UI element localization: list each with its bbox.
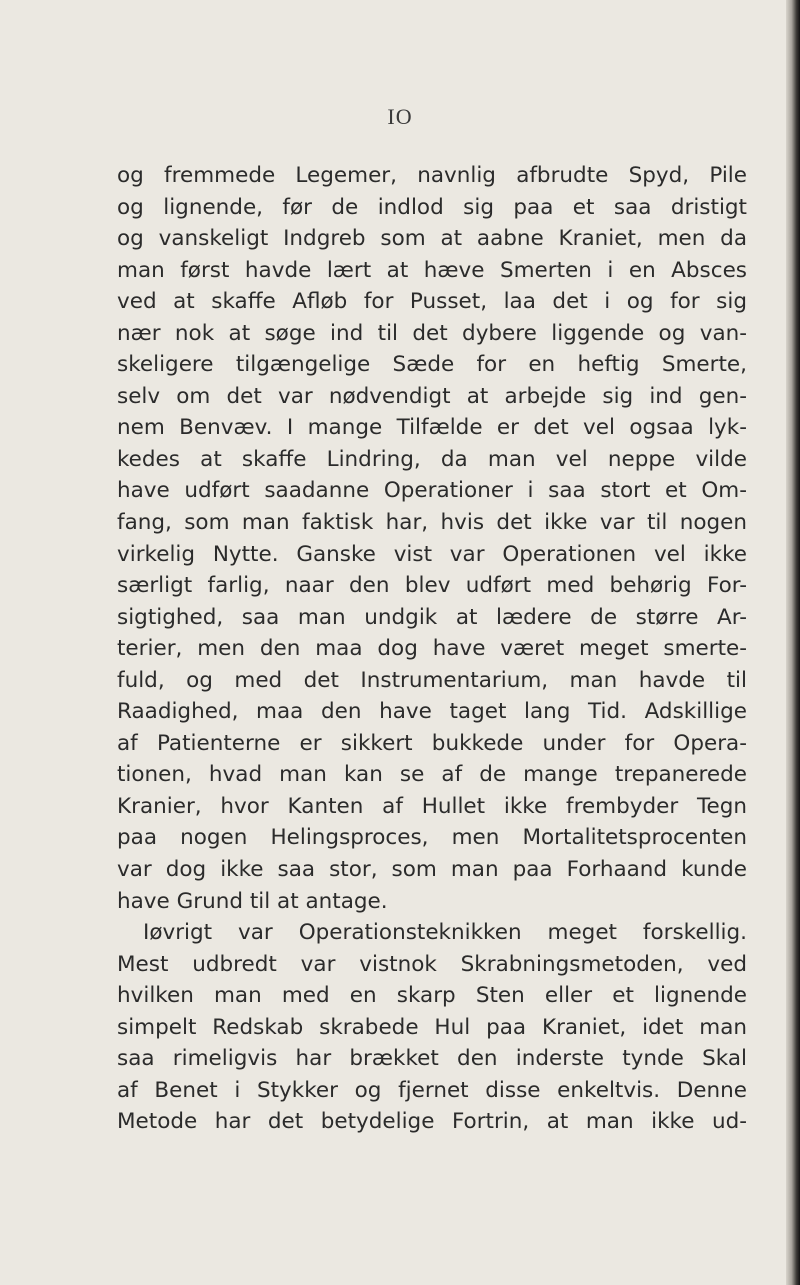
text-line: man først havde lært at hæve Smerten i en Absces	[117, 257, 747, 283]
page-number: IO	[387, 104, 413, 129]
text-line: simpelt Redskab skrabede Hul paa Kraniet, idet man	[117, 1014, 747, 1040]
text-line: af Patienterne er sikkert bukkede under for Opera-	[117, 730, 747, 756]
text-line: Mest udbredt var vistnok Skrabningsmetoden, ved	[117, 951, 747, 977]
page-edge-shadow	[786, 0, 800, 1285]
text-line: nem Benvæv. I mange Tilfælde er det vel ogsaa lyk-	[117, 415, 747, 441]
body-text	[117, 160, 747, 1138]
text-line: af Benet i Stykker og fjernet disse enkeltvis. Denne	[117, 1077, 747, 1103]
text-line: og fremmede Legemer, navnlig afbrudte Spyd, Pile	[117, 163, 747, 188]
text-line: og lignende, før de indlod sig paa et saa dristigt	[117, 194, 747, 220]
text-line: saa rimeligvis har brækket den inderste tynde Skal	[117, 1046, 747, 1072]
text-line: fuld, og med det Instrumentarium, man havde til	[117, 667, 747, 693]
text-line: nær nok at søge ind til det dybere liggende og van-	[117, 320, 747, 346]
text-line: var dog ikke saa stor, som man paa Forhaand kunde	[117, 857, 747, 883]
text-line: Metode har det betydelige Fortrin, at man ikke ud-	[117, 1109, 747, 1135]
text-line: selv om det var nødvendigt at arbejde sig ind gen-	[117, 383, 747, 409]
text-line: skeligere tilgængelige Sæde for en heftig Smerte,	[117, 352, 747, 378]
text-line: ved at skaffe Afløb for Pusset, laa det i og for sig	[117, 289, 747, 315]
paragraph-2	[117, 917, 747, 1138]
text-line: have Grund til at antage.	[117, 888, 388, 914]
text-line: virkelig Nytte. Ganske vist var Operationen vel ikke	[117, 541, 747, 567]
text-line: Kranier, hvor Kanten af Hullet ikke frembyder Tegn	[117, 793, 747, 819]
text-line: fang, som man faktisk har, hvis det ikke var til nogen	[117, 510, 747, 536]
text-line: hvilken man med en skarp Sten eller et lignende	[117, 983, 747, 1009]
text-line: kedes at skaffe Lindring, da man vel neppe vilde	[117, 446, 747, 472]
text-line: tionen, hvad man kan se af de mange trepanerede	[117, 762, 747, 788]
text-line: Raadighed, maa den have taget lang Tid. Adskillige	[117, 699, 747, 725]
text-line: sigtighed, saa man undgik at lædere de større Ar-	[117, 604, 747, 630]
text-line: paa nogen Helingsproces, men Mortalitetsprocenten	[117, 825, 747, 851]
text-line: særligt farlig, naar den blev udført med behørig For-	[117, 573, 747, 599]
text-line: Iøvrigt var Operationsteknikken meget forskellig.	[143, 920, 747, 946]
text-line: terier, men den maa dog have været meget smerte-	[117, 636, 747, 662]
text-line: og vanskeligt Indgreb som at aabne Kraniet, men da	[117, 226, 747, 252]
text-line: have udført saadanne Operationer i saa stort et Om-	[117, 478, 747, 504]
paragraph-1	[117, 160, 747, 917]
